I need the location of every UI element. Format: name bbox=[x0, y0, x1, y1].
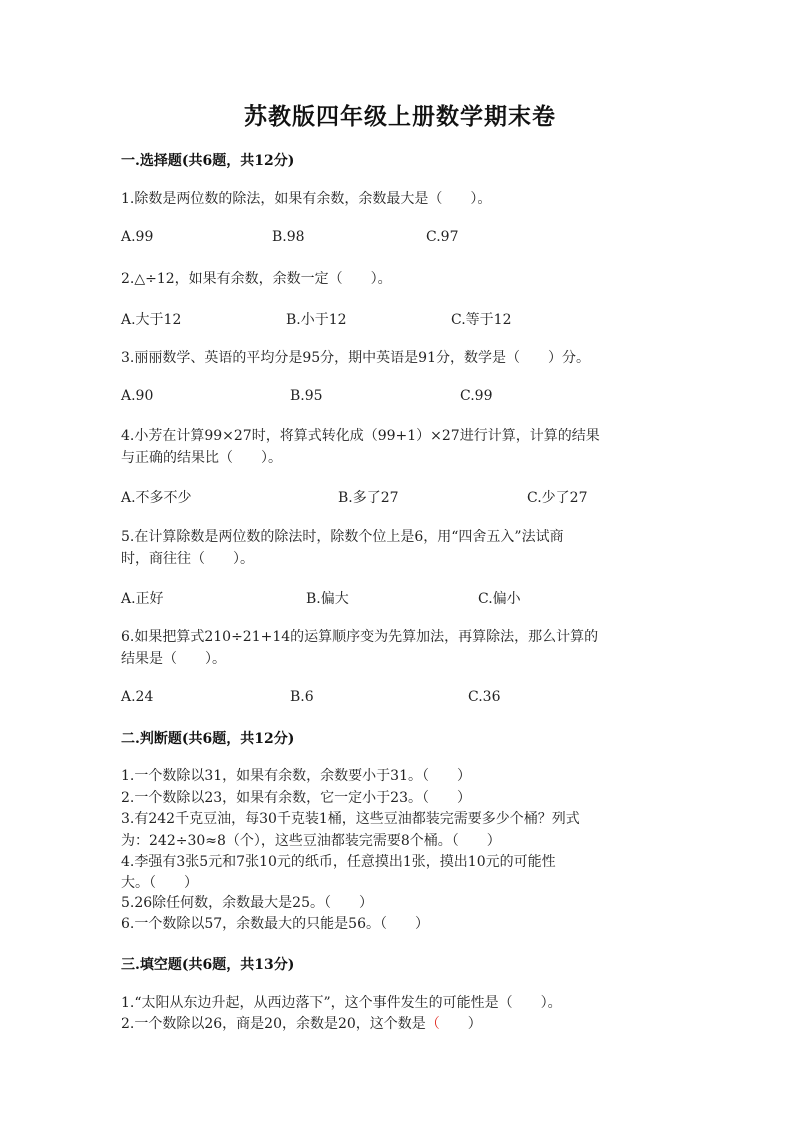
section-heading-judgment: 二.判断题(共6题，共12分) bbox=[121, 731, 295, 747]
fill-blank-2 bbox=[121, 1013, 482, 1035]
option-b: B.6 bbox=[290, 689, 314, 705]
option-b: B.偏大 bbox=[306, 591, 349, 607]
option-a: A.正好 bbox=[121, 591, 164, 607]
option-a: A.90 bbox=[121, 388, 154, 404]
option-a: A.99 bbox=[121, 229, 154, 245]
judgment-1: 1.一个数除以31，如果有余数，余数要小于31。（ ） bbox=[121, 768, 471, 784]
question-4-line1: 4.小芳在计算99×27时，将算式转化成（99+1）×27进行计算，计算的结果 bbox=[121, 428, 600, 444]
fill-blank-1: 1.“太阳从东边升起，从西边落下”，这个事件发生的可能性是（ ）。 bbox=[121, 995, 562, 1011]
judgment-6: 6.一个数除以57，余数最大的只能是56。（ ） bbox=[121, 916, 429, 932]
option-c: C.少了27 bbox=[527, 490, 588, 506]
option-a: A.24 bbox=[121, 689, 154, 705]
question-5-line1: 5.在计算除数是两位数的除法时，除数个位上是6，用“四舍五入”法试商 bbox=[121, 529, 564, 545]
option-b: B.小于12 bbox=[286, 312, 347, 328]
judgment-3-line1: 3.有242千克豆油，每30千克装1桶，这些豆油都装完需要多少个桶？列式 bbox=[121, 811, 580, 827]
option-b: B.98 bbox=[272, 229, 305, 245]
page-title: 苏教版四年级上册数学期末卷 bbox=[244, 103, 556, 130]
option-a: A.大于12 bbox=[121, 312, 182, 328]
option-c: C.偏小 bbox=[478, 591, 521, 607]
option-b: B.95 bbox=[290, 388, 323, 404]
question-2: 2.△÷12，如果有余数，余数一定（ ）。 bbox=[121, 271, 392, 287]
fill-blank-2-close-paren: ） bbox=[439, 1016, 482, 1032]
judgment-4-line1: 4.李强有3张5元和7张10元的纸币，任意摸出1张，摸出10元的可能性 bbox=[121, 854, 556, 870]
judgment-5: 5.26除任何数，余数最大是25。（ ） bbox=[121, 895, 373, 911]
option-a: A.不多不少 bbox=[121, 490, 192, 506]
question-4-line2: 与正确的结果比（ ）。 bbox=[121, 450, 282, 466]
question-6-line2: 结果是（ ）。 bbox=[121, 651, 226, 667]
fill-blank-2-open-paren: （ bbox=[425, 1016, 440, 1032]
option-c: C.等于12 bbox=[451, 312, 512, 328]
option-c: C.99 bbox=[460, 388, 493, 404]
option-c: C.97 bbox=[426, 229, 459, 245]
section-heading-fill-blank: 三.填空题(共6题，共13分) bbox=[121, 957, 295, 973]
question-3: 3.丽丽数学、英语的平均分是95分，期中英语是91分，数学是（ ）分。 bbox=[121, 350, 590, 366]
question-6-line1: 6.如果把算式210÷21+14的运算顺序变为先算加法，再算除法，那么计算的 bbox=[121, 629, 599, 645]
judgment-2: 2.一个数除以23，如果有余数，它一定小于23。（ ） bbox=[121, 790, 471, 806]
judgment-4-line2: 大。（ ） bbox=[121, 875, 198, 891]
question-1: 1.除数是两位数的除法，如果有余数，余数最大是（ ）。 bbox=[121, 191, 492, 207]
option-c: C.36 bbox=[468, 689, 501, 705]
section-heading-choice: 一.选择题(共6题，共12分) bbox=[121, 153, 295, 169]
option-b: B.多了27 bbox=[338, 490, 399, 506]
question-5-line2: 时，商往往（ ）。 bbox=[121, 551, 254, 567]
judgment-3-line2: 为：242÷30≈8（个），这些豆油都装完需要8个桶。（ ） bbox=[121, 833, 501, 849]
fill-blank-2-text: 2.一个数除以26，商是20，余数是20，这个数是 bbox=[121, 1016, 426, 1032]
